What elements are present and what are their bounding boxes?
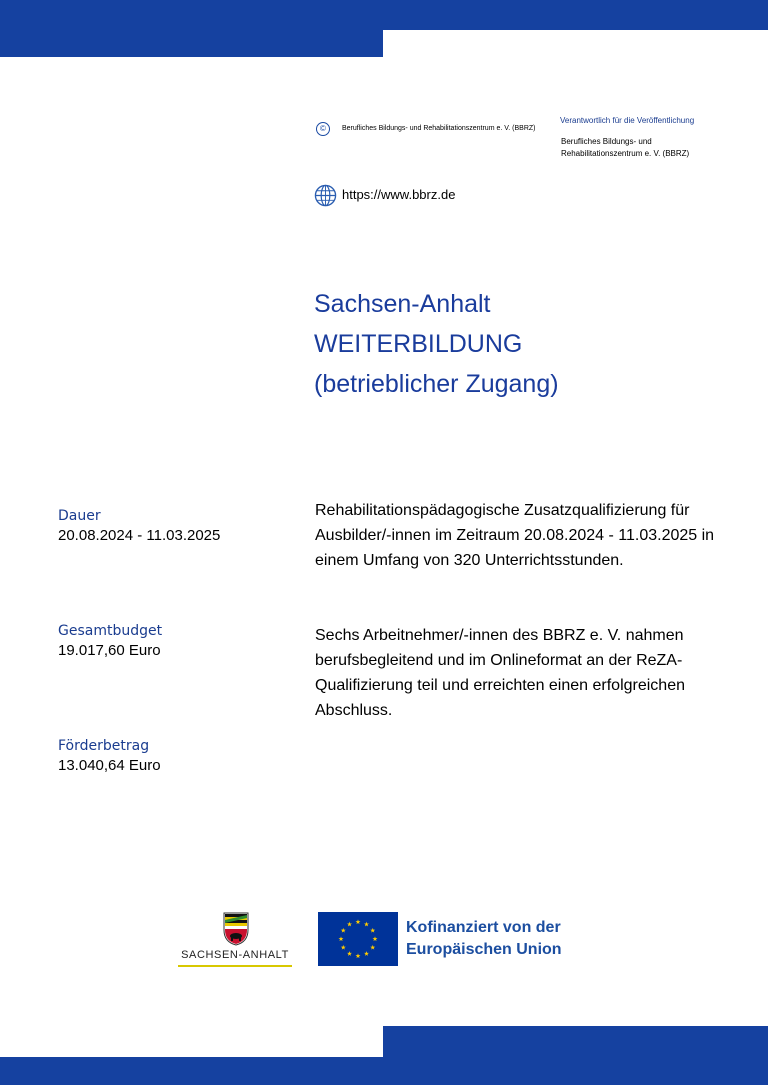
responsible-org-line1: Berufliches Bildungs- und [561,137,652,146]
dauer-label: Dauer [58,508,101,524]
copyright-org: Berufliches Bildungs- und Rehabilitationszentrum e. V. (BBRZ) [342,125,536,132]
page-title [314,284,559,404]
gesamtbudget-value: 19.017,60 Euro [58,642,161,659]
bottom-left-bar [0,1057,383,1085]
sachsen-anhalt-underline [178,965,292,967]
info-gesamtbudget [58,623,162,659]
copyright-icon: © [316,122,330,136]
website-link[interactable]: https://www.bbrz.de [342,187,456,202]
top-right-bar [383,0,768,30]
globe-icon [314,184,337,207]
title-line-2: WEITERBILDUNG [314,330,523,358]
foerderbetrag-label: Förderbetrag [58,738,150,754]
eu-cofinanced-text [406,917,562,961]
foerderbetrag-value: 13.040,64 Euro [58,757,161,774]
sachsen-anhalt-text: SACHSEN-ANHALT [181,949,289,961]
dauer-value: 20.08.2024 - 11.03.2025 [58,527,221,544]
bottom-right-bar [383,1026,768,1085]
top-left-bar [0,0,383,57]
title-line-1: Sachsen-Anhalt [314,290,491,318]
gesamtbudget-label: Gesamtbudget [58,623,163,639]
eu-text-line1: Kofinanziert von der [406,919,561,936]
responsible-heading: Verantwortlich für die Veröffentlichung [560,116,695,125]
description-paragraph-2: Sechs Arbeitnehmer/-innen des BBRZ e. V. nahmen berufsbegleitend und im Onlineformat an der ReZA-Qualifizierung teil und erreichten einen erfolgreichen Abschluss. [315,627,685,719]
info-foerderbetrag [58,738,161,774]
responsible-org-line2: Rehabilitationszentrum e. V. (BBRZ) [561,149,690,158]
eu-flag-icon [318,912,398,966]
sachsen-anhalt-logo [176,910,294,970]
eu-text-line2: Europäischen Union [406,941,562,958]
description-paragraph-1: Rehabilitationspädagogische Zusatzqualifizierung für Ausbilder/-innen im Zeitraum 20.08.2024 - 11.03.2025 in einem Umfang von 320 Unterrichtsstunden. [315,502,715,569]
title-line-3: (betrieblicher Zugang) [314,370,559,398]
info-dauer [58,508,220,544]
sachsen-anhalt-crest-icon [223,912,249,946]
responsible-org [561,136,689,160]
